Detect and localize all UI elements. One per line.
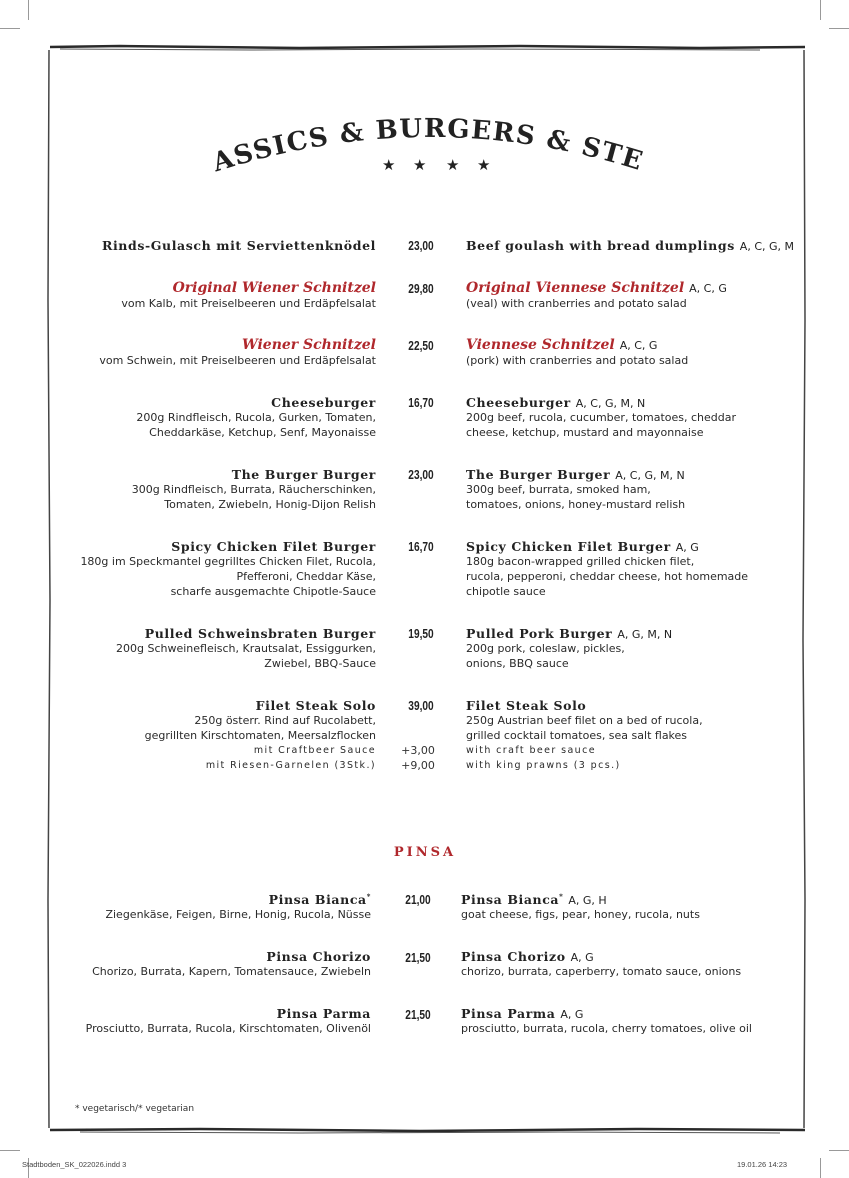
dish-desc-de: vom Schwein, mit Preiselbeeren und Erdäpfelsalat <box>99 354 376 367</box>
dish-name-en: Pinsa Bianca <box>461 892 560 908</box>
dish-name-en: Beef goulash with bread dumplings <box>466 238 735 253</box>
allergen-codes: A, C, G, M <box>739 240 794 253</box>
menu-item-en <box>466 698 703 773</box>
menu-item-en <box>466 337 688 368</box>
dish-desc-en: 250g Austrian beef filet on a bed of rucola, <box>466 714 703 727</box>
dish-name-de: Pinsa Bianca <box>268 892 367 908</box>
dish-desc-en: grilled cocktail tomatoes, sea salt flakes <box>466 729 688 742</box>
star-icon: ★ <box>413 156 427 174</box>
dish-desc-de: 200g Schweinefleisch, Krautsalat, Essiggurken, <box>115 642 376 655</box>
dish-price: 16,70 <box>408 539 434 554</box>
dish-price: 23,00 <box>408 238 434 253</box>
menu-item-de <box>86 1006 371 1036</box>
allergen-codes: A, C, G <box>689 282 727 295</box>
dish-desc-en: goat cheese, figs, pear, honey, rucola, nuts <box>461 908 700 922</box>
print-file-info: Stadtboden_SK_022026.indd 3 <box>22 1160 127 1169</box>
dish-name-en: Viennese Schnitzel <box>466 337 615 353</box>
dish-name-de: Filet Steak Solo <box>255 698 376 713</box>
dish-name-de: Wiener Schnitzel <box>242 337 376 353</box>
menu-item-en <box>466 395 736 440</box>
extra-option-en: with king prawns (3 pcs.) <box>466 760 621 771</box>
dish-desc-en: tomatoes, onions, honey-mustard relish <box>466 498 686 511</box>
allergen-codes: A, G, H <box>568 894 607 908</box>
dish-desc-de: Chorizo, Burrata, Kapern, Tomatensauce, Zwiebeln <box>92 965 371 978</box>
dish-desc-de: gegrillten Kirschtomaten, Meersalzflocken <box>144 729 376 742</box>
menu-item-en <box>466 467 685 512</box>
dish-desc-de: 200g Rindfleisch, Rucola, Gurken, Tomaten, <box>136 411 376 424</box>
menu-item-en <box>466 626 672 671</box>
dish-price: 16,70 <box>408 395 434 410</box>
dish-name-de: The Burger Burger <box>231 467 376 482</box>
dish-desc-en: (veal) with cranberries and potato salad <box>466 297 687 310</box>
section-title-pinsa: PINSA <box>393 845 457 860</box>
dish-price: 29,80 <box>408 281 434 296</box>
dish-price: 21,50 <box>405 950 431 965</box>
menu-item-en <box>466 539 748 599</box>
star-icon: ★ <box>446 156 460 174</box>
dish-desc-de: Pfefferoni, Cheddar Käse, <box>236 570 376 583</box>
allergen-codes: A, G, M, N <box>617 628 673 641</box>
dish-name-de: Rinds-Gulasch mit Serviettenknödel <box>101 238 376 253</box>
print-date-info: 19.01.26 14:23 <box>737 1160 788 1169</box>
dish-price: 23,00 <box>408 467 434 482</box>
dish-price: 22,50 <box>408 338 434 353</box>
dish-desc-de: 180g im Speckmantel gegrilltes Chicken Filet, Rucola, <box>80 555 376 568</box>
menu-item-en <box>461 949 741 979</box>
dish-desc-en: 200g pork, coleslaw, pickles, <box>466 642 625 655</box>
dish-name-en: Pinsa Chorizo <box>461 949 566 964</box>
menu-item-de <box>132 467 376 512</box>
menu-item-de <box>105 892 371 922</box>
dish-price: 39,00 <box>408 698 434 713</box>
extra-option-en: with craft beer sauce <box>466 745 596 756</box>
dish-price: 21,50 <box>405 1007 431 1022</box>
dish-desc-de: scharfe ausgemachte Chipotle-Sauce <box>170 585 376 598</box>
allergen-codes: A, C, G, M, N <box>575 397 646 410</box>
dish-name-de: Spicy Chicken Filet Burger <box>171 539 376 554</box>
dish-desc-en: (pork) with cranberries and potato salad <box>466 354 689 367</box>
extra-option-de: mit Craftbeer Sauce <box>253 745 376 756</box>
dish-desc-en: chorizo, burrata, caperberry, tomato sauce, onions <box>461 965 742 978</box>
star-icon: ★ <box>382 156 396 174</box>
dish-name-en: The Burger Burger <box>466 467 611 482</box>
menu-item-de <box>102 238 376 253</box>
dish-name-en: Spicy Chicken Filet Burger <box>466 539 671 554</box>
dish-desc-en: prosciutto, burrata, rucola, cherry tomatoes, olive oil <box>461 1022 752 1035</box>
menu-item-en <box>466 280 727 311</box>
dish-desc-de: Cheddarkäse, Ketchup, Senf, Mayonaisse <box>149 426 376 439</box>
menu-item-de <box>116 626 376 671</box>
rating-stars <box>376 156 496 176</box>
dish-name-en: Filet Steak Solo <box>466 698 587 713</box>
dish-name-de: Pinsa Parma <box>276 1006 371 1021</box>
dish-desc-de: 250g österr. Rind auf Rucolabett, <box>194 714 376 727</box>
dish-price: 19,50 <box>408 626 434 641</box>
menu-item-de <box>121 280 376 311</box>
dish-name-de: Pulled Schweinsbraten Burger <box>144 626 376 641</box>
dish-desc-de: Zwiebel, BBQ-Sauce <box>264 657 376 670</box>
dish-desc-de: vom Kalb, mit Preiselbeeren und Erdäpfelsalat <box>121 297 376 310</box>
dish-desc-en: onions, BBQ sauce <box>466 657 569 670</box>
vegetarian-mark: * <box>366 892 371 901</box>
dish-name-de: Cheeseburger <box>271 395 376 410</box>
menu-item-de <box>80 539 376 599</box>
dish-desc-en: chipotle sauce <box>466 585 546 598</box>
menu-item-en <box>461 1006 752 1036</box>
dish-desc-de: Ziegenkäse, Feigen, Birne, Honig, Rucola, Nüsse <box>105 908 371 922</box>
menu-item-de <box>136 395 376 440</box>
menu-item-de <box>145 698 376 773</box>
allergen-codes: A, G <box>560 1008 584 1021</box>
dish-desc-en: 180g bacon-wrapped grilled chicken filet, <box>466 555 695 568</box>
star-icon: ★ <box>477 156 491 174</box>
footnote: * vegetarisch/* vegetarian <box>75 1104 195 1114</box>
dish-name-en: Original Viennese Schnitzel <box>466 280 685 296</box>
dish-desc-en: cheese, ketchup, mustard and mayonnaise <box>466 426 704 439</box>
dish-desc-de: Tomaten, Zwiebeln, Honig-Dijon Relish <box>164 498 376 511</box>
extra-price: +9,00 <box>401 759 435 772</box>
allergen-codes: A, C, G <box>619 339 658 352</box>
menu-item-de <box>92 949 371 979</box>
extra-price: +3,00 <box>401 744 435 757</box>
dish-desc-en: 300g beef, burrata, smoked ham, <box>466 483 651 496</box>
extra-option-de: mit Riesen-Garnelen (3Stk.) <box>205 760 376 771</box>
allergen-codes: A, G <box>570 951 594 964</box>
dish-name-de: Pinsa Chorizo <box>266 949 371 964</box>
menu-title-text: CLASSICS & BURGERS & STEAK <box>187 87 648 179</box>
dish-name-en: Pinsa Parma <box>461 1006 556 1021</box>
dish-name-en: Pulled Pork Burger <box>466 626 613 641</box>
dish-desc-de: Prosciutto, Burrata, Rucola, Kirschtomaten, Olivenöl <box>85 1022 371 1035</box>
allergen-codes: A, G <box>675 541 699 554</box>
dish-desc-en: 200g beef, rucola, cucumber, tomatoes, cheddar <box>466 411 736 424</box>
menu-item-en <box>461 892 700 922</box>
dish-desc-de: 300g Rindfleisch, Burrata, Räucherschinken, <box>131 483 376 496</box>
dish-desc-en: rucola, pepperoni, cheddar cheese, hot homemade <box>466 570 749 583</box>
dish-name-de: Original Wiener Schnitzel <box>172 280 376 296</box>
menu-item-en <box>466 238 794 253</box>
dish-name-en: Cheeseburger <box>466 395 571 410</box>
dish-price: 21,00 <box>405 892 431 907</box>
allergen-codes: A, C, G, M, N <box>615 469 685 482</box>
vegetarian-mark: * <box>559 892 564 901</box>
menu-item-de <box>99 337 376 368</box>
